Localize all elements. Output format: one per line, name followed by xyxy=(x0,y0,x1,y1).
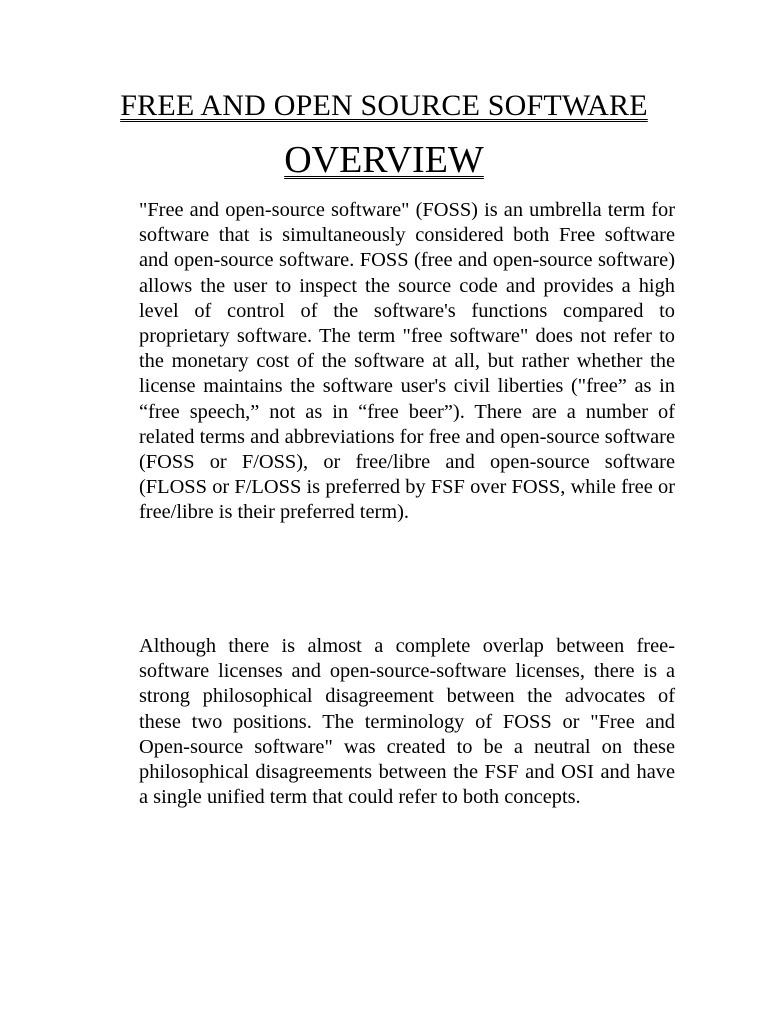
document-title-text: FREE AND OPEN SOURCE SOFTWARE xyxy=(120,89,648,122)
document-title xyxy=(0,88,768,124)
paragraph-overlap: Although there is almost a complete overlap between free-software licenses and open-source-software licenses, there is a strong philosophical disagreement between the advocates of these two positions. The terminology of FOSS or "Free and Open-source software" was created to be a neutral on these philosophical disagreements between the FSF and OSI and have a single unified term that could refer to both concepts. xyxy=(139,635,675,809)
document-subtitle xyxy=(0,138,768,182)
document-subtitle-text: OVERVIEW xyxy=(284,139,484,181)
paragraph-intro: "Free and open-source software" (FOSS) is an umbrella term for software that is simultaneously considered both Free software and open-source software. FOSS (free and open-source software) allows the user to inspect the source code and provides a high level of control of the software's functions compared to proprietary software. The term "free software" does not refer to the monetary cost of the software at all, but rather whether the license maintains the software user's civil liberties ("free” as in “free speech,” not as in “free beer”). There are a number of related terms and abbreviations for free and open-source software (FOSS or F/OSS), or free/libre and open-source software (FLOSS or F/LOSS is preferred by FSF over FOSS, while free or free/libre is their preferred term). xyxy=(139,199,675,524)
